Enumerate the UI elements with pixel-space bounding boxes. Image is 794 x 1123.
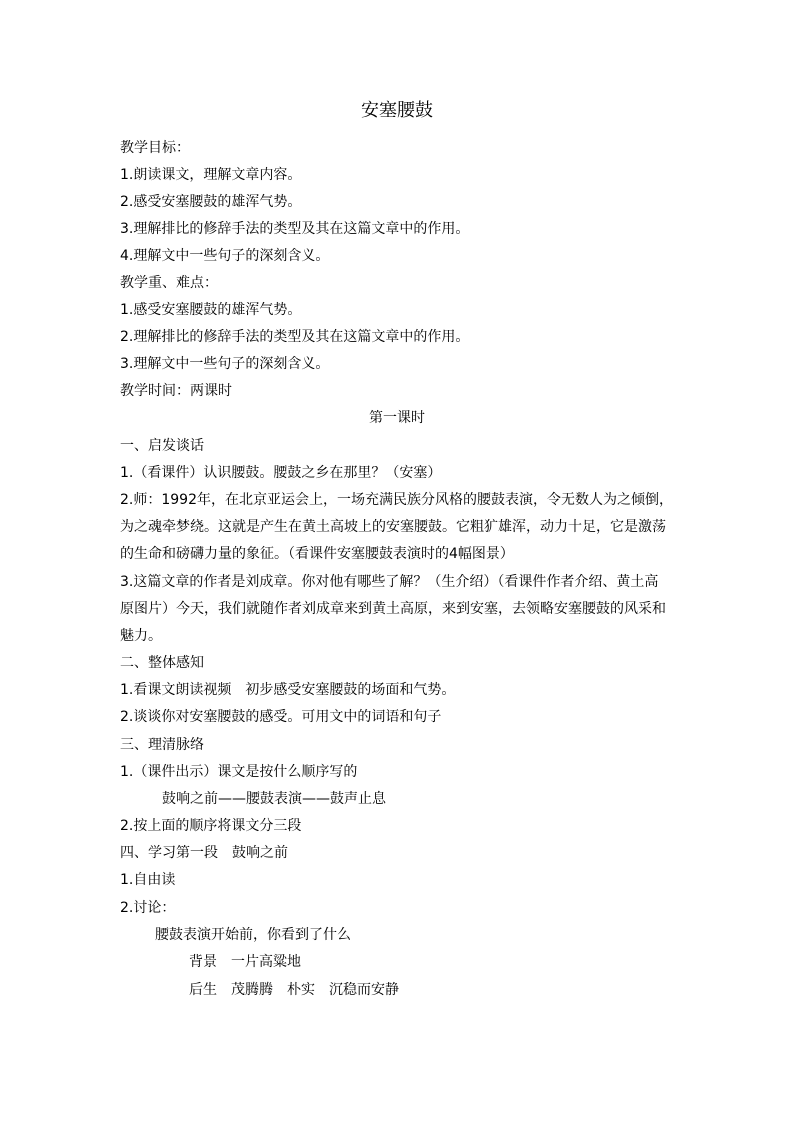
section-3-item-2: 2.按上面的顺序将课文分三段 — [120, 818, 302, 834]
section-3-item-1: 1.（课件出示）课文是按什么顺序写的 — [120, 764, 358, 780]
discussion-answer-youths: 后生 茂腾腾 朴实 沉稳而安静 — [189, 982, 399, 998]
objective-4: 4.理解文中一些句子的深刻含义。 — [120, 248, 330, 264]
section-2-item-1: 1.看课文朗读视频 初步感受安塞腰鼓的场面和气势。 — [120, 682, 456, 698]
key-point-1: 1.感受安塞腰鼓的雄浑气势。 — [120, 302, 302, 318]
section-1-item-2-line-2: 为之魂牵梦绕。这就是产生在黄土高坡上的安塞腰鼓。它粗犷雄浑，动力十足，它是激荡 — [120, 519, 666, 535]
section-3-sequence: 鼓响之前——腰鼓表演——鼓声止息 — [162, 791, 386, 807]
discussion-question: 腰鼓表演开始前，你看到了什么 — [155, 927, 351, 943]
section-4-item-1: 1.自由读 — [120, 872, 176, 888]
key-point-3: 3.理解文中一些句子的深刻含义。 — [120, 356, 330, 372]
section-1-item-3-line-1: 3.这篇文章的作者是刘成章。你对他有哪些了解？（生介绍）（看课件作者介绍、黄土高 — [120, 574, 659, 590]
section-1-item-1: 1.（看课件）认识腰鼓。腰鼓之乡在那里？（安塞） — [120, 465, 442, 481]
section-1-item-3-line-3: 魅力。 — [120, 628, 162, 644]
section-1-item-3-line-2: 原图片）今天，我们就随作者刘成章来到黄土高原，来到安塞，去领略安塞腰鼓的风采和 — [120, 601, 666, 617]
teaching-time: 教学时间：两课时 — [120, 383, 232, 399]
objective-1: 1.朗读课文，理解文章内容。 — [120, 167, 302, 183]
section-1-heading: 一、启发谈话 — [120, 438, 204, 454]
section-2-item-2: 2.谈谈你对安塞腰鼓的感受。可用文中的词语和句子 — [120, 709, 442, 725]
discussion-answer-background: 背景 一片高粱地 — [189, 954, 301, 970]
section-1-item-2-line-3: 的生命和磅礴力量的象征。（看课件安塞腰鼓表演时的4幅图景） — [120, 546, 514, 562]
heading-objectives: 教学目标： — [120, 140, 190, 156]
objective-2: 2.感受安塞腰鼓的雄浑气势。 — [120, 194, 302, 210]
key-point-2: 2.理解排比的修辞手法的类型及其在这篇文章中的作用。 — [120, 329, 470, 345]
page-title: 安塞腰鼓 — [361, 100, 433, 121]
section-1-item-2-line-1: 2.师：1992年，在北京亚运会上，一场充满民族分风格的腰鼓表演，令无数人为之倾倒， — [120, 492, 673, 508]
objective-3: 3.理解排比的修辞手法的类型及其在这篇文章中的作用。 — [120, 221, 470, 237]
heading-key-points: 教学重、难点： — [120, 275, 218, 291]
section-2-heading: 二、整体感知 — [120, 655, 204, 671]
section-3-heading: 三、理清脉络 — [120, 737, 204, 753]
section-4-item-2: 2.讨论： — [120, 900, 176, 916]
section-4-heading: 四、学习第一段 鼓响之前 — [120, 845, 288, 861]
lesson-heading: 第一课时 — [369, 410, 425, 426]
